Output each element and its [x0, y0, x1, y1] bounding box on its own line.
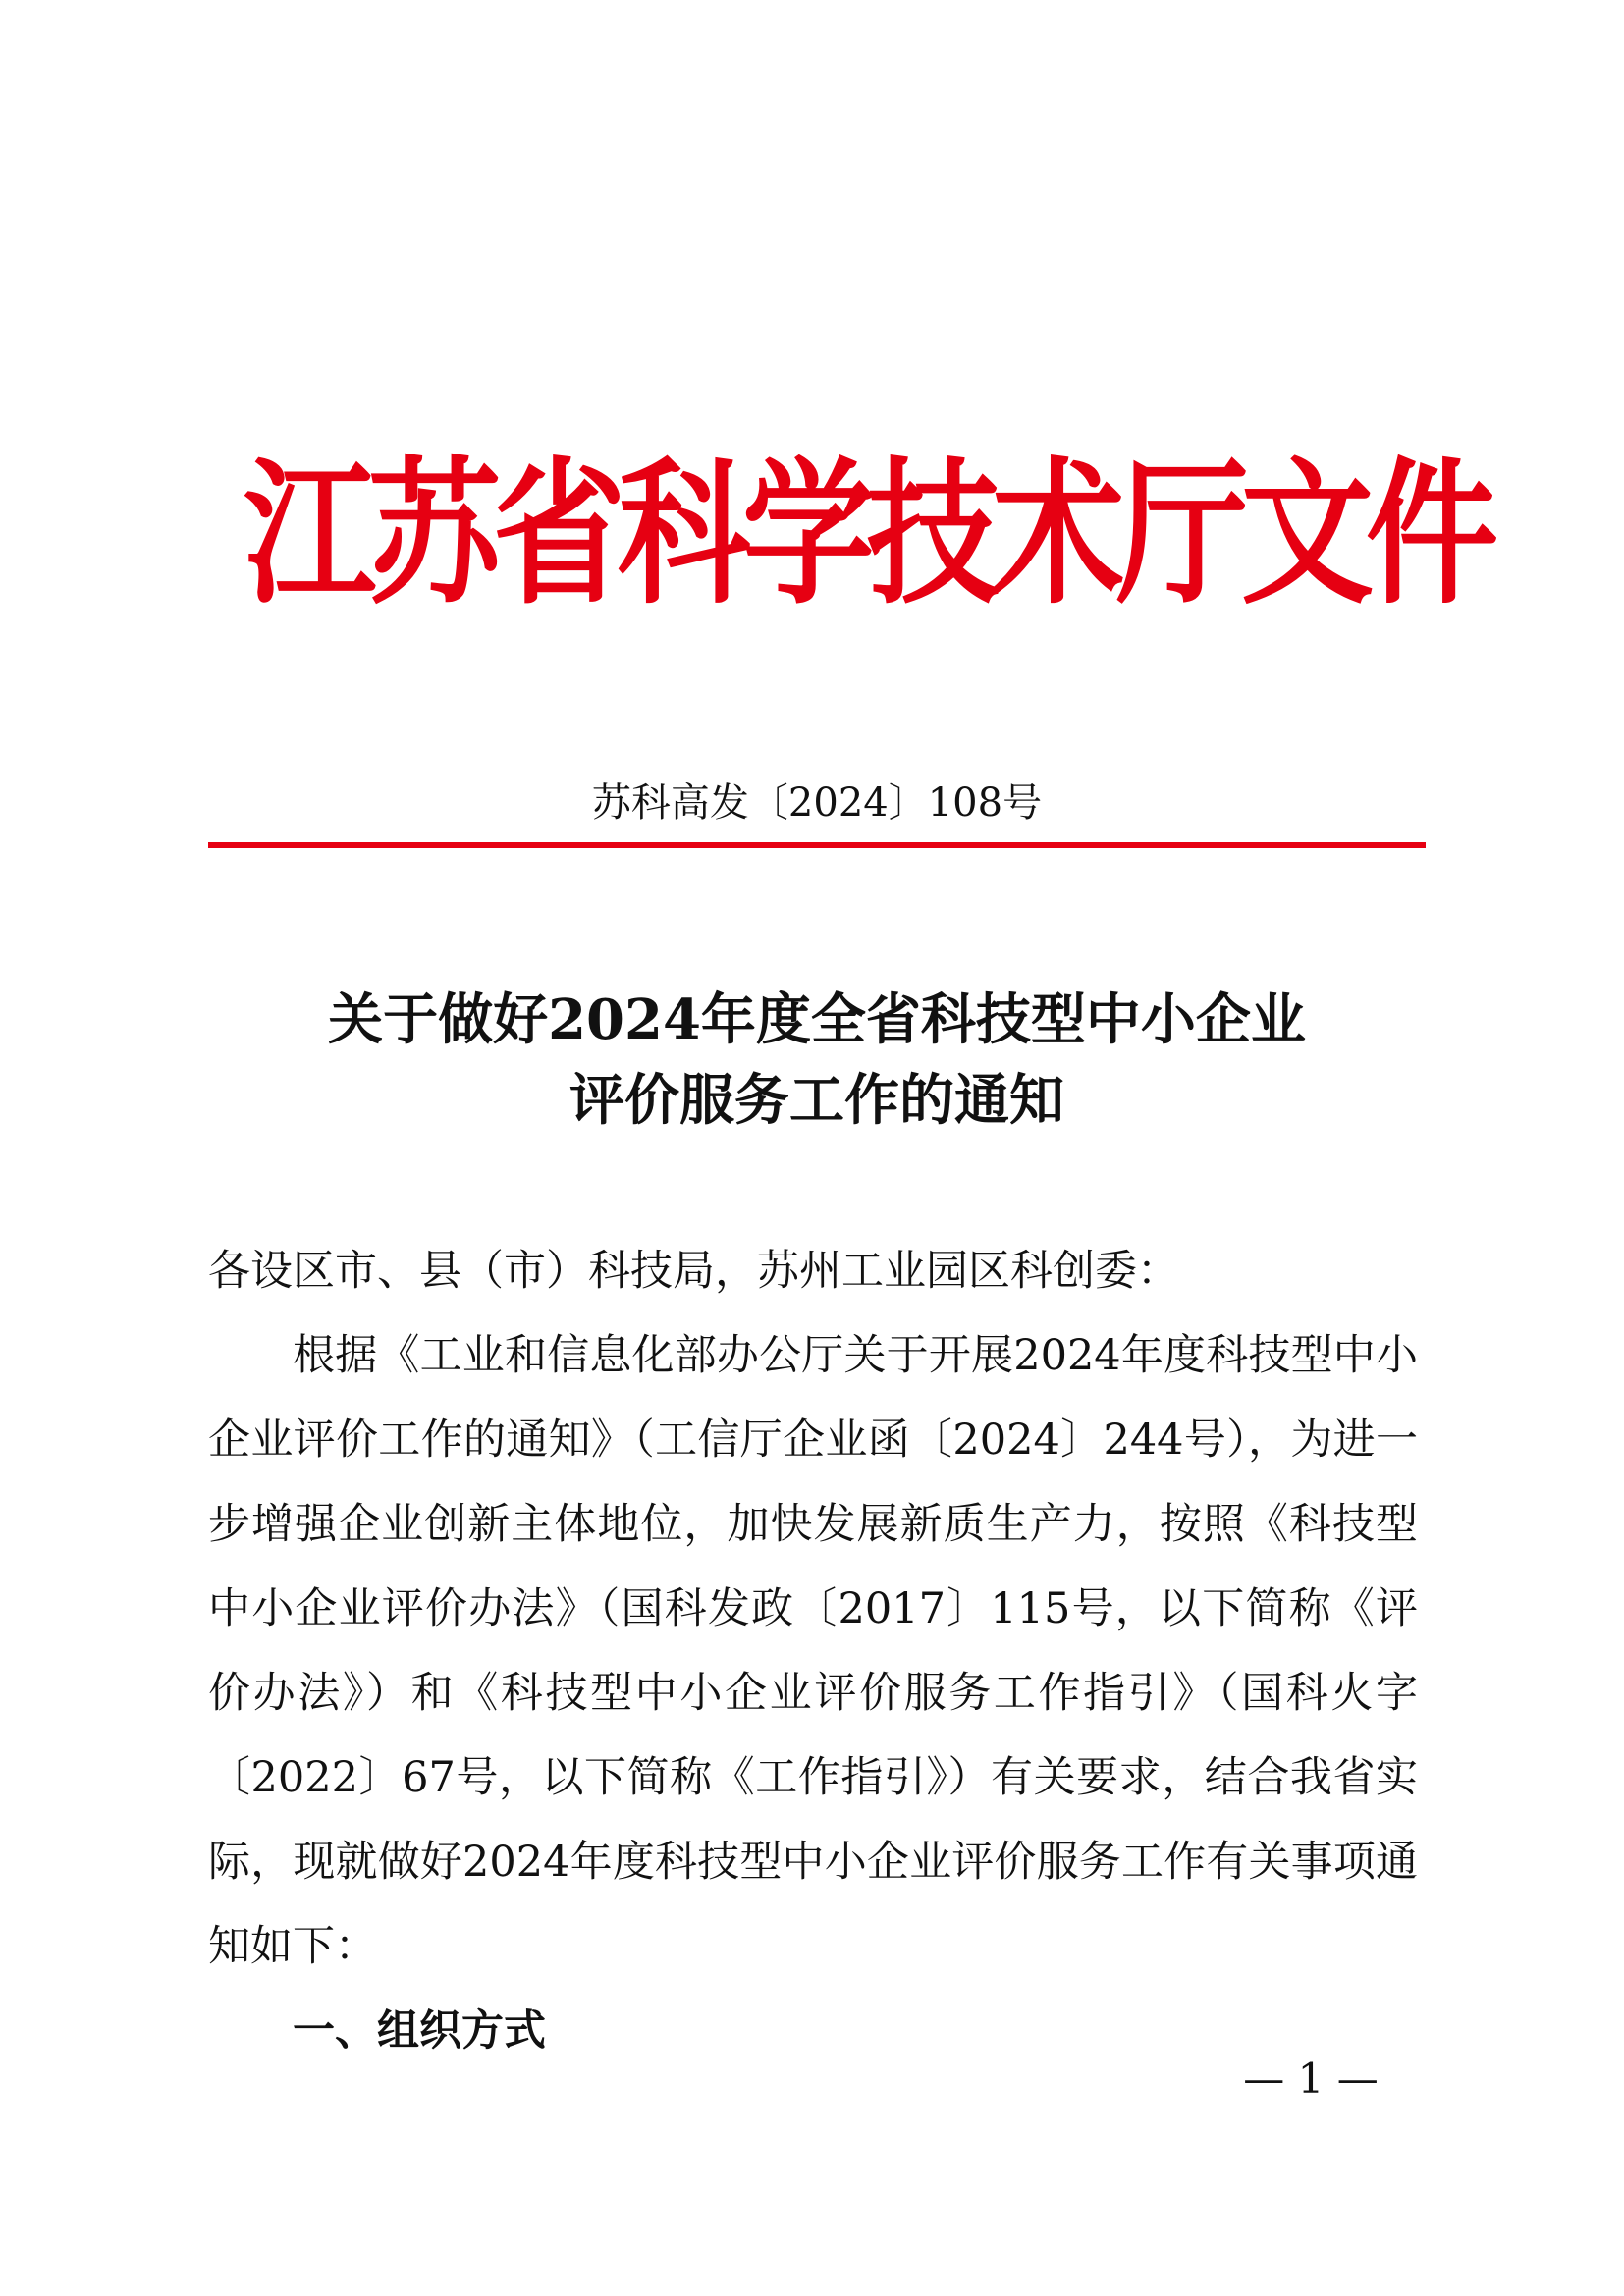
document-number: 苏科高发〔2024〕108号: [591, 780, 1043, 826]
notice-title-line-2: 评价服务工作的通知: [569, 1068, 1064, 1133]
document-header-title: 江苏省科学技术厅文件: [244, 443, 1490, 626]
body-paragraph: 根据《工业和信息化部办公厅关于开展2024年度科技型中小企业评价工作的通知》（工信厅企业函〔2024〕244号），为进一步增强企业创新主体地位，加快发展新质生产力，按照《科技型中小企业评价办法》（国科发政〔2017〕115号，以下简称《评价办法》）和《科技型中小企业评价服务工作指引》（国科火字〔2022〕67号，以下简称《工作指引》）有关要求，结合我省实际，现就做好2024年度科技型中小企业评价服务工作有关事项通知如下：: [208, 1331, 1418, 1971]
notice-title: [208, 980, 1426, 1141]
notice-title-line-1: 关于做好2024年度全省科技型中小企业: [328, 988, 1306, 1052]
red-divider-line: [208, 842, 1426, 848]
page-number: — 1 —: [1243, 2055, 1379, 2103]
body-text: [208, 1229, 1418, 2073]
salutation: 各设区市、县（市）科技局，苏州工业园区科创委：: [208, 1247, 1179, 1296]
section-heading: 一、组织方式: [293, 2006, 546, 2056]
